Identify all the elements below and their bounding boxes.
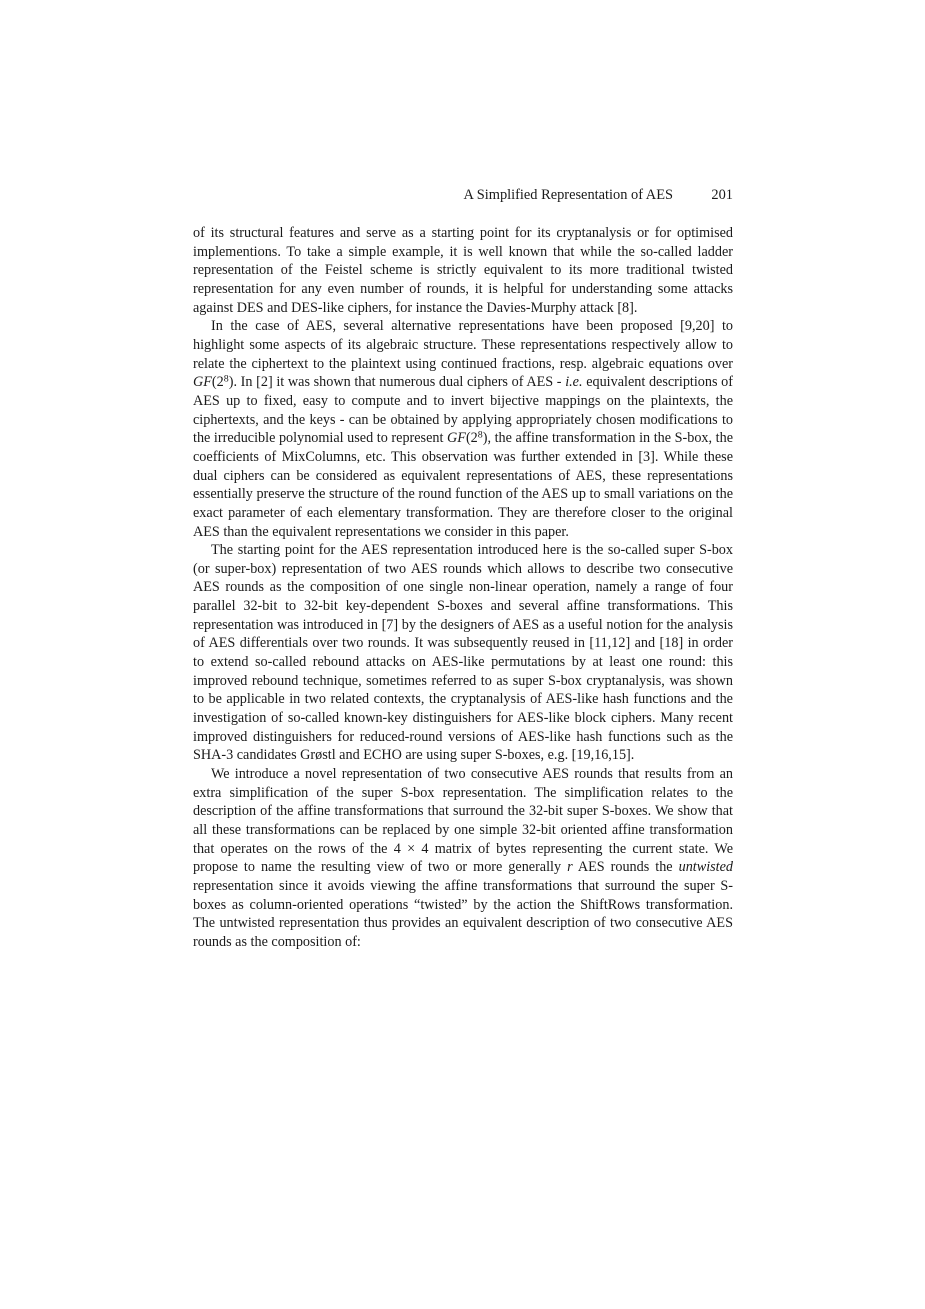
gf-open: (2 — [465, 430, 478, 447]
body-text — [193, 224, 733, 952]
paragraph-1 — [193, 224, 733, 317]
gf-expression-1 — [193, 374, 233, 390]
paragraph-4-text-a: We introduce a novel representation of two consecutive AES rounds that results from an extra simplification of the super S-box representation. The simplification relates to the description of the affine transformations that surround the 32-bit super S-boxes. We show that all these transformations can be replaced by one simple 32-bit oriented affine transformation that operates on the rows of the 4 × 4 matrix of bytes representing the current state. We propose to name the resulting view of two or more generally — [193, 766, 733, 876]
paragraph-2-text-c: equivalent descriptions of AES up to fixed, easy to compute and to invert bijective mappings on the plaintexts, the ciphertexts, and the keys - can be obtained by applying appropriately chosen modifications to the irreducible polynomial used to represent — [193, 374, 733, 447]
gf-open: (2 — [211, 374, 224, 391]
paragraph-1-text: of its structural features and serve as a starting point for its cryptanalysis or for optimised implementions. To take a simple example, it is well known that while the so-called ladder representation of the Feistel scheme is strictly equivalent to its more traditional twisted representation for any even number of rounds, it is helpful for understanding some attacks against DES and DES-like ciphers, for instance the Davies-Murphy attack [8]. — [193, 225, 733, 316]
paragraph-4-text-c: representation since it avoids viewing the affine transformations that surround the super S-boxes as column-oriented operations “twisted” by the action the ShiftRows transformation. The untwisted representation thus provides an equivalent description of two consecutive AES rounds as the composition of: — [193, 877, 733, 950]
gf-expression-2 — [447, 430, 487, 446]
gf-exponent: 8 — [223, 373, 229, 385]
paragraph-2 — [193, 317, 733, 541]
gf-close: ) — [482, 430, 488, 447]
paragraph-2-text-a: In the case of AES, several alternative representations have been proposed [9,20] to highlight some aspects of its algebraic structure. These representations respectively allow to relate the ciphertext to the plaintext using continued fractions, resp. algebraic equations over — [193, 318, 733, 372]
gf-exponent: 8 — [477, 429, 483, 441]
gf-symbol: GF — [193, 374, 212, 391]
running-header — [193, 185, 733, 205]
paragraph-3 — [193, 541, 733, 765]
ie-abbreviation: i.e. — [565, 374, 583, 391]
paragraph-2-text-b: . In [2] it was shown that numerous dual ciphers of AES - — [233, 374, 566, 391]
paragraph-4 — [193, 765, 733, 952]
paragraph-4-text-b: AES rounds the — [572, 859, 679, 876]
untwisted-term: untwisted — [678, 859, 733, 876]
variable-r: r — [567, 859, 573, 876]
paragraph-3-text: The starting point for the AES representation introduced here is the so-called super S-box (or super-box) representation of two AES rounds which allows to describe two consecutive AES rounds as the composition of one single non-linear operation, namely a range of four parallel 32-bit to 32-bit key-dependent S-boxes and several affine transformations. This representation was introduced in [7] by the designers of AES as a useful notion for the analysis of AES differentials over two rounds. It was subsequently reused in [11,12] and [18] in order to extend so-called rebound attacks on AES-like permutations by at least one round: this improved rebound technique, sometimes referred to as super S-box cryptanalysis, was shown to be applicable in two related contexts, the cryptanalysis of AES-like hash functions and the investigation of so-called known-key distinguishers for AES-like block ciphers. Many recent improved distinguishers for reduced-round versions of AES-like hash functions such as the SHA-3 candidates Grøstl and ECHO are using super S-boxes, e.g. [19,16,15]. — [193, 542, 733, 764]
paragraph-2-text-d: , the affine transformation in the S-box, the coefficients of MixColumns, etc. This observation was further extended in [3]. While these dual ciphers can be considered as equivalent representations of AES, these representations essentially preserve the structure of the round function of the AES up to small variations on the exact parameter of each elementary transformation. They are therefore closer to the original AES than the equivalent representations we consider in this paper. — [193, 430, 733, 540]
gf-close: ) — [228, 374, 234, 391]
page-number: 201 — [711, 187, 733, 203]
gf-symbol: GF — [447, 430, 466, 447]
running-title: A Simplified Representation of AES — [463, 187, 673, 203]
